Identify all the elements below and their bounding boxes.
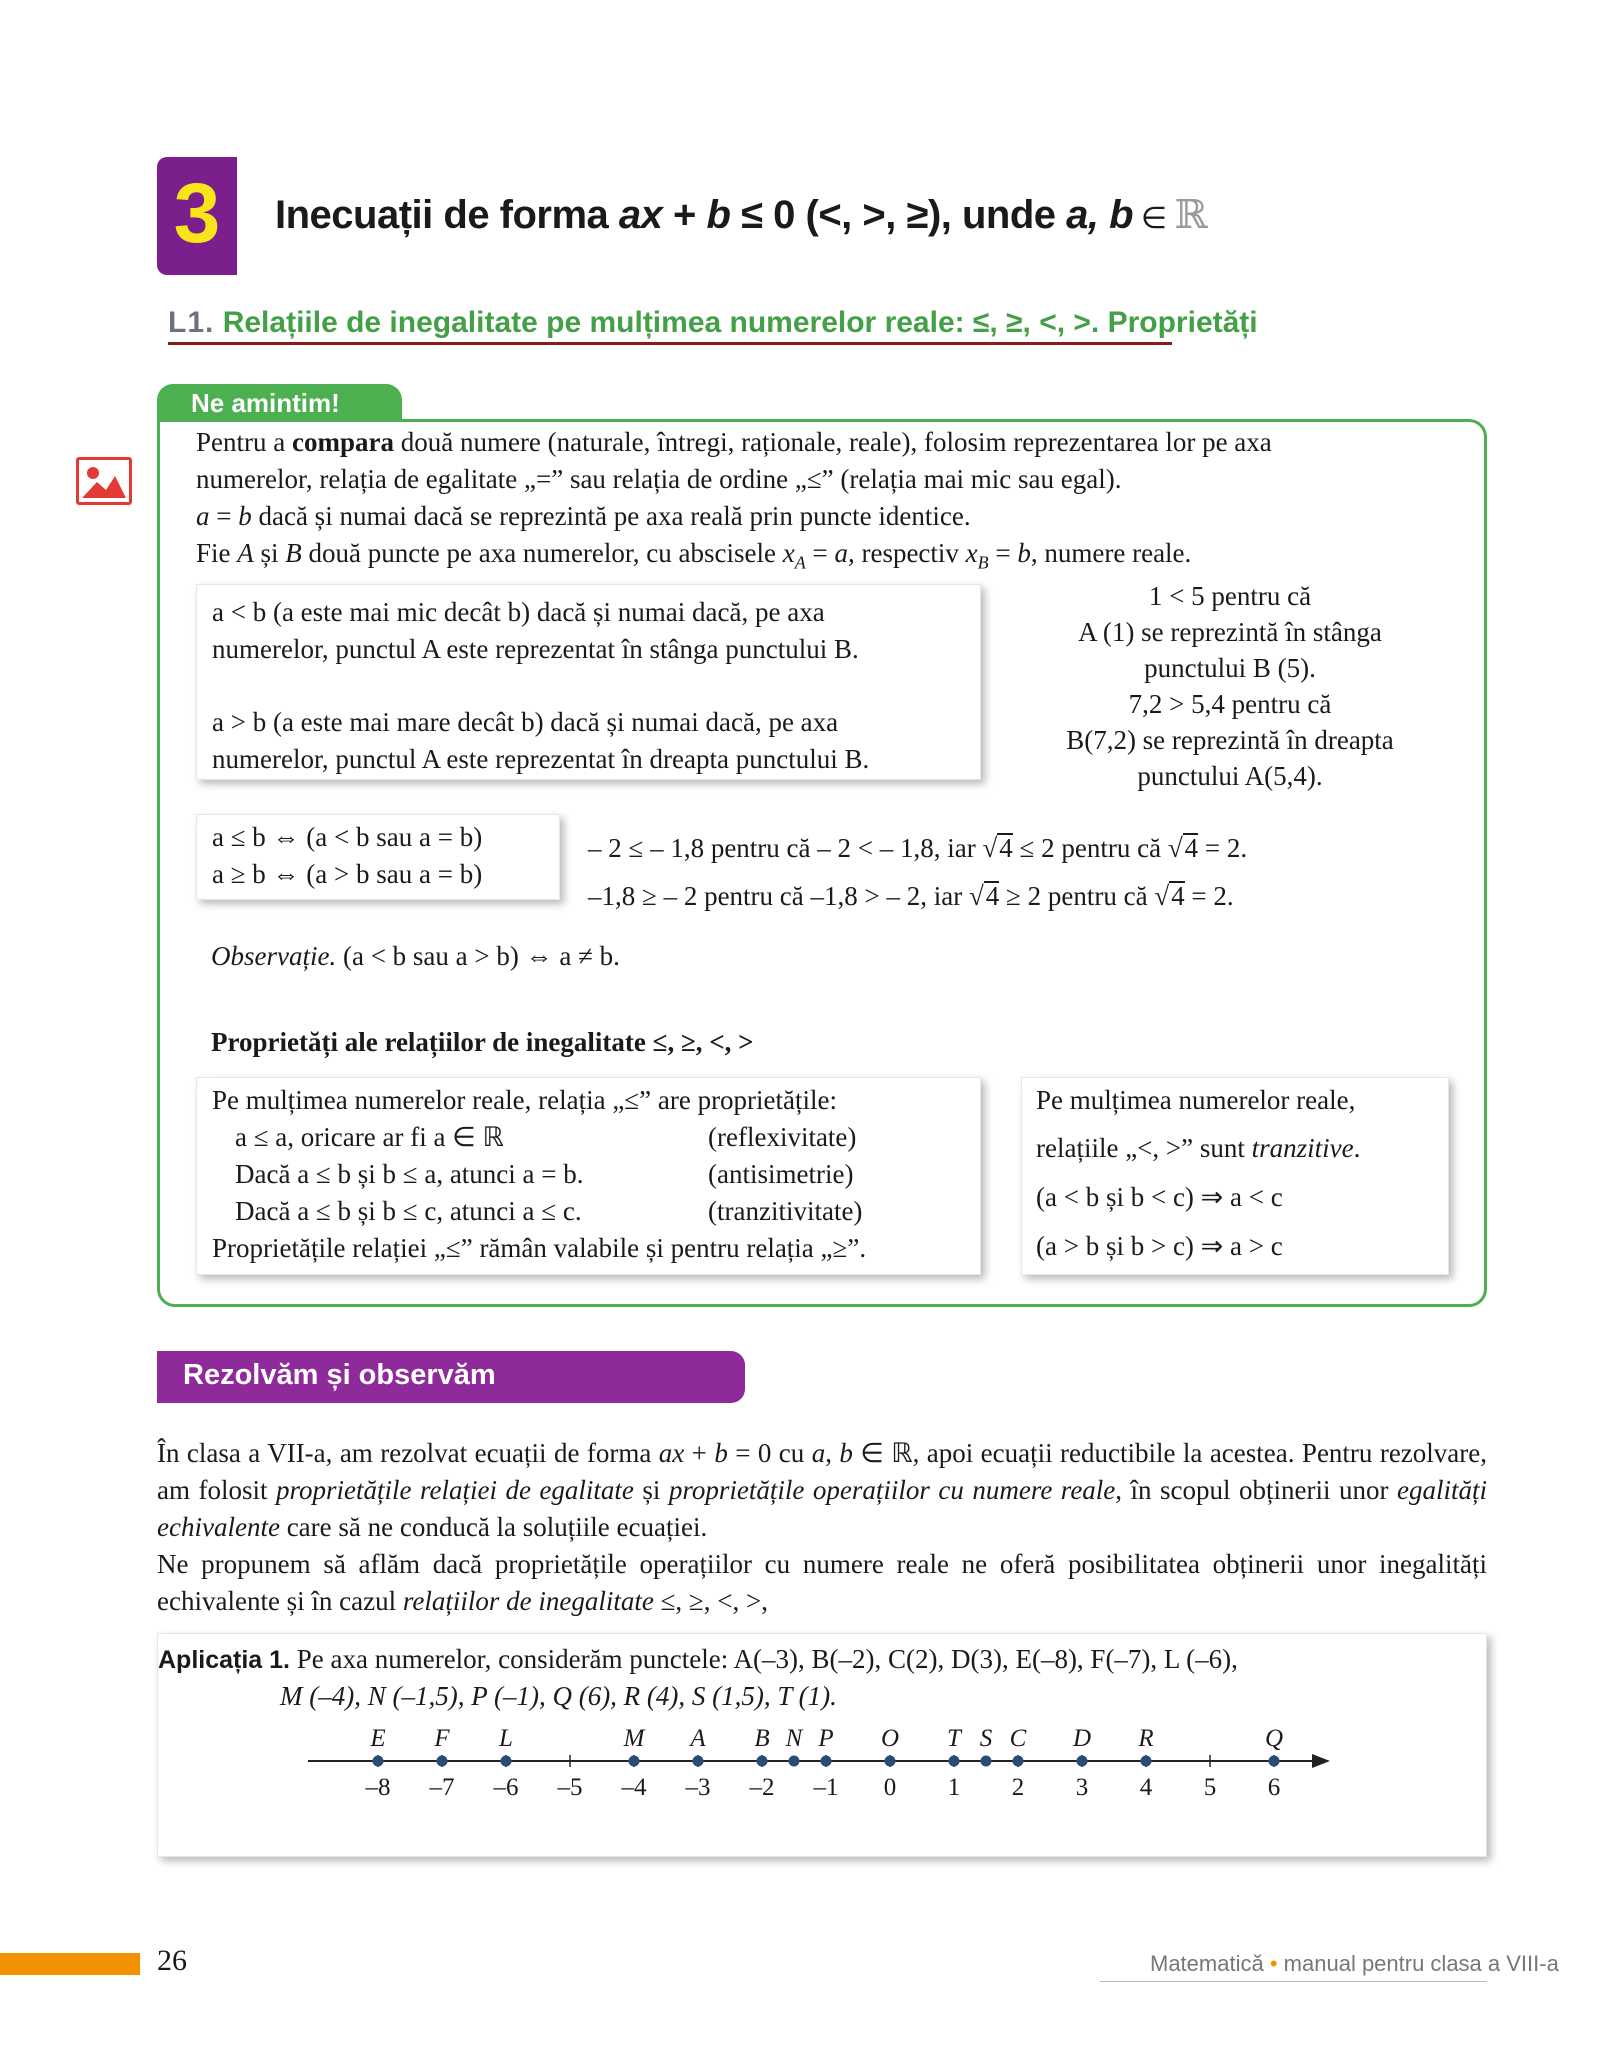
text: b	[714, 1438, 728, 1468]
sqrt-radicand: 4	[999, 833, 1013, 863]
property-transitive: Dacă a ≤ b și b ≤ c, atunci a ≤ c.	[235, 1196, 582, 1226]
text: , în scopul obținerii unor	[1115, 1475, 1397, 1505]
chapter-title-part: ℝ	[1174, 192, 1208, 238]
chapter-number: 3	[173, 166, 221, 260]
text: –1,8 ≥ – 2 pentru că –1,8 > – 2, iar	[588, 881, 969, 911]
text: B	[285, 538, 302, 568]
text: ≤, ≥, <, >,	[653, 1586, 768, 1616]
text: x	[965, 538, 978, 568]
text: Fie	[196, 538, 238, 568]
text: +	[684, 1438, 715, 1468]
number-line	[158, 1714, 1488, 1854]
intro-paragraph-2	[157, 1546, 1487, 1620]
sqrt-radicand: 4	[985, 881, 1000, 911]
number-line-point-label: S	[979, 1725, 993, 1752]
number-line-point-label: F	[434, 1725, 450, 1752]
recall-intro-line-3	[196, 498, 971, 534]
number-line-point	[821, 1756, 832, 1767]
number-line-tick-label: –1	[813, 1774, 839, 1801]
property-transitive-name: (tranzitivitate)	[708, 1196, 863, 1226]
leq-def: a ≤ b ⇔ (a < b sau a = b)	[212, 822, 483, 852]
text: b	[1017, 538, 1031, 568]
properties-heading: Proprietăți ale relațiilor de inegalitate ≤, ≥, <, >	[211, 1027, 754, 1057]
property-reflexive: a ≤ a, oricare ar fi a ∈ ℝ	[235, 1122, 504, 1152]
text: A	[237, 538, 254, 568]
number-line-arrow	[1312, 1754, 1330, 1768]
recall-intro-line-4	[196, 535, 1191, 580]
recall-intro-line-1	[196, 424, 1272, 460]
number-line-point-label: D	[1072, 1725, 1092, 1752]
text: , numere reale.	[1030, 538, 1192, 568]
number-line-point	[373, 1756, 384, 1767]
number-line-tick-label: 3	[1075, 1774, 1089, 1801]
text: ≤ 2 pentru că	[1012, 833, 1168, 863]
number-line-point	[885, 1756, 896, 1767]
greater-def-line-1: a > b (a este mai mare decât b) dacă și numai dacă, pe axa	[212, 707, 839, 737]
number-line-point	[437, 1756, 448, 1767]
text: a	[811, 1438, 826, 1468]
text: și	[253, 538, 286, 568]
page-number: 26	[157, 1944, 187, 1977]
properties-intro: Pe mulțimea numerelor reale, relația „≤” are proprietățile:	[212, 1085, 838, 1115]
chapter-title-part: Inecuații de forma	[275, 193, 619, 237]
recall-tab	[157, 384, 402, 422]
lesson-title: Relațiile de inegalitate pe mulțimea numerelor reale: ≤, ≥, <, >. Proprietăți	[222, 306, 1258, 339]
text: proprietățile relației de egalitate	[275, 1475, 634, 1505]
example-line: B(7,2) se reprezintă în dreapta	[1066, 725, 1394, 755]
number-line-point	[789, 1756, 800, 1767]
text: ax	[658, 1438, 685, 1468]
transitive-greater: (a > b și b > c) ⇒ a > c	[1036, 1231, 1283, 1261]
footer-line	[1100, 1981, 1487, 1982]
lesson-heading	[168, 306, 1258, 340]
sqrt-radicand: 4	[1184, 833, 1199, 863]
number-line-point-label: R	[1138, 1725, 1154, 1752]
example-line: 7,2 > 5,4 pentru că	[1128, 689, 1332, 719]
number-line-point-label: T	[947, 1725, 961, 1752]
section-banner	[157, 1351, 745, 1403]
number-line-point-label: L	[499, 1725, 513, 1752]
text: două puncte pe axa numerelor, cu abscisele	[301, 538, 783, 568]
application-line-2: M (–4), N (–1,5), P (–1), Q (6), R (4), S (1,5), T (1).	[280, 1681, 837, 1711]
number-line-point-label: E	[370, 1725, 386, 1752]
intro-paragraph-1	[157, 1435, 1487, 1546]
text: b	[238, 501, 252, 531]
lesson-code: L1.	[168, 306, 215, 339]
text: și	[633, 1475, 669, 1505]
transitive-less: (a < b și b < c) ⇒ a < c	[1036, 1182, 1283, 1212]
number-line-point	[981, 1756, 992, 1767]
number-line-point-label: O	[880, 1725, 900, 1752]
number-line-point	[757, 1756, 768, 1767]
chapter-title-part: ax	[618, 193, 663, 237]
text: relațiilor de inegalitate	[402, 1586, 654, 1616]
text: egalități echivalente	[157, 1475, 1487, 1542]
text: ∈ ℝ, apoi ecuații reductibile la acestea. Pentru rezolvare, am folosit	[157, 1438, 1488, 1505]
number-line-tick-label: –6	[493, 1774, 519, 1801]
number-line-point-label: B	[754, 1725, 770, 1752]
application-label: Aplicația 1.	[158, 1646, 290, 1674]
number-line-point-label: C	[1009, 1725, 1027, 1752]
number-line-tick-label: 0	[883, 1774, 897, 1801]
image-icon[interactable]	[76, 457, 132, 505]
text: = 0 cu	[727, 1438, 812, 1468]
text: ,	[825, 1438, 840, 1468]
text: respectiv	[854, 538, 966, 568]
less-def-line-2: numerelor, punctul A este reprezentat în stânga punctului B.	[212, 634, 859, 664]
number-line-point	[501, 1756, 512, 1767]
number-line-point	[693, 1756, 704, 1767]
number-line-tick-label: –2	[749, 1774, 775, 1801]
example-line: punctului B (5).	[1144, 653, 1316, 683]
number-line-tick-label: 1	[947, 1774, 961, 1801]
number-line-tick-label: –8	[365, 1774, 391, 1801]
recall-tab-label: Ne amintim!	[191, 388, 340, 418]
observation	[211, 938, 620, 974]
property-antisymmetric: Dacă a ≤ b și b ≤ a, atunci a = b.	[235, 1159, 584, 1189]
footer-bar	[0, 1953, 140, 1975]
example-line: 1 < 5 pentru că	[1148, 581, 1312, 611]
text: Ne propunem să aflăm dacă proprietățile operațiilor cu numere reale ne oferă posibilitatea obținerii unor inegalități echivalente și în cazul	[157, 1549, 1487, 1616]
text: manual pentru clasa a VIII-a	[1283, 1951, 1559, 1976]
text: În clasa a VII-a, am rezolvat ecuații de forma	[157, 1438, 659, 1468]
less-greater-box	[196, 584, 981, 780]
number-line-point-label: Q	[1264, 1725, 1284, 1752]
properties-box	[196, 1077, 981, 1275]
chapter-title-part: +	[662, 193, 707, 237]
text: a	[196, 501, 210, 531]
chapter-number-badge	[157, 157, 237, 275]
number-line-point	[1141, 1756, 1152, 1767]
geq-def: a ≥ b ⇔ (a > b sau a = b)	[212, 859, 483, 889]
chapter-title-part: a, b	[1066, 193, 1134, 237]
text: a,	[834, 538, 855, 568]
chapter-title-part: ∈	[1133, 202, 1175, 235]
number-line-tick-label: –4	[621, 1774, 647, 1801]
text: =	[805, 538, 835, 568]
greater-def-line-2: numerelor, punctul A este reprezentat în dreapta punctului B.	[212, 744, 870, 774]
number-line-point	[1269, 1756, 1280, 1767]
number-line-point	[629, 1756, 640, 1767]
sqrt-radicand: 4	[1171, 881, 1185, 911]
number-line-tick-label: –7	[429, 1774, 455, 1801]
number-line-point-label: N	[785, 1725, 803, 1752]
lesson-underline	[168, 342, 1172, 345]
property-antisymmetric-name: (antisimetrie)	[708, 1159, 854, 1189]
properties-footer: Proprietățile relației „≤” rămân valabile și pentru relația „≥”.	[212, 1233, 867, 1263]
number-line-point-label: A	[690, 1725, 706, 1752]
property-reflexive-name: (reflexivitate)	[708, 1122, 857, 1152]
transitive-box	[1021, 1077, 1449, 1275]
number-line-point-label: P	[818, 1725, 834, 1752]
observation-label: Observație.	[211, 941, 337, 971]
text: x	[782, 538, 795, 568]
number-line-point-label: M	[623, 1725, 645, 1752]
text: relațiile „<, >” sunt	[1036, 1133, 1252, 1163]
text: b	[839, 1438, 853, 1468]
leq-example: – 2 ≤ – 1,8 pentru că – 2 < – 1,8, iar √4 ≤ 2 pentru că √4 = 2.	[588, 833, 1248, 863]
geq-example: –1,8 ≥ – 2 pentru că –1,8 > – 2, iar √4 ≥ 2 pentru că √4 = 2.	[588, 881, 1234, 911]
transitive-line-1: Pe mulțimea numerelor reale,	[1036, 1085, 1356, 1115]
text: care să ne conducă la soluțiile ecuației.	[279, 1512, 708, 1542]
text: •	[1269, 1951, 1278, 1976]
section-banner-label: Rezolvăm și observăm	[183, 1359, 496, 1391]
number-line-tick-label: 5	[1203, 1774, 1217, 1801]
application-text: Pe axa numerelor, considerăm punctele: A(–3), B(–2), C(2), D(3), E(–8), F(–7), L (–6),	[290, 1644, 1238, 1674]
number-line-point	[1077, 1756, 1088, 1767]
text: două numere (naturale, întregi, raționale, reale), folosim reprezentarea lor pe axa	[393, 427, 1272, 457]
observation-text: (a < b sau a > b) ⇔ a ≠ b.	[336, 941, 620, 971]
text: = 2.	[1184, 881, 1234, 911]
text: – 2 ≤ – 1,8 pentru că – 2 < – 1,8, iar	[588, 833, 983, 863]
number-line-tick-label: 4	[1139, 1774, 1153, 1801]
number-line-point	[1013, 1756, 1024, 1767]
number-line-tick-label: –5	[557, 1774, 583, 1801]
text: tranzitive	[1251, 1133, 1354, 1163]
text-bold: compara	[291, 427, 394, 457]
application-box	[157, 1633, 1487, 1857]
text: .	[1353, 1133, 1361, 1163]
text: A	[794, 552, 806, 573]
number-line-tick-label: –3	[685, 1774, 711, 1801]
text: ≥ 2 pentru că	[999, 881, 1155, 911]
text: =	[988, 538, 1018, 568]
text: dacă și numai dacă se reprezintă pe axa reală prin puncte identice.	[251, 501, 971, 531]
number-line-tick-label: 6	[1267, 1774, 1281, 1801]
chapter-title	[275, 192, 1207, 238]
example-line: A (1) se reprezintă în stânga	[1078, 617, 1382, 647]
leq-geq-box	[196, 814, 560, 900]
less-def-line-1: a < b (a este mai mic decât b) dacă și numai dacă, pe axa	[212, 597, 825, 627]
text: = 2.	[1198, 833, 1248, 863]
footer-book-title	[1150, 1951, 1559, 1977]
text: proprietățile operațiilor cu numere reale	[668, 1475, 1116, 1505]
recall-intro-line-2: numerelor, relația de egalitate „=” sau relația de ordine „≤” (relația mai mic sau egal).	[196, 464, 1122, 494]
text: Pentru a	[196, 427, 292, 457]
text: =	[209, 501, 239, 531]
chapter-title-part: b	[706, 193, 731, 237]
text: B	[977, 552, 989, 573]
number-line-tick-label: 2	[1011, 1774, 1025, 1801]
chapter-title-part: ≤ 0 (<, >, ≥), unde	[730, 193, 1067, 237]
number-line-point	[949, 1756, 960, 1767]
transitive-line-2	[1036, 1130, 1360, 1166]
order-examples	[1030, 578, 1430, 794]
example-line: punctului A(5,4).	[1137, 761, 1323, 791]
text: Matematică	[1150, 1951, 1264, 1976]
application-line-1	[158, 1641, 1238, 1678]
